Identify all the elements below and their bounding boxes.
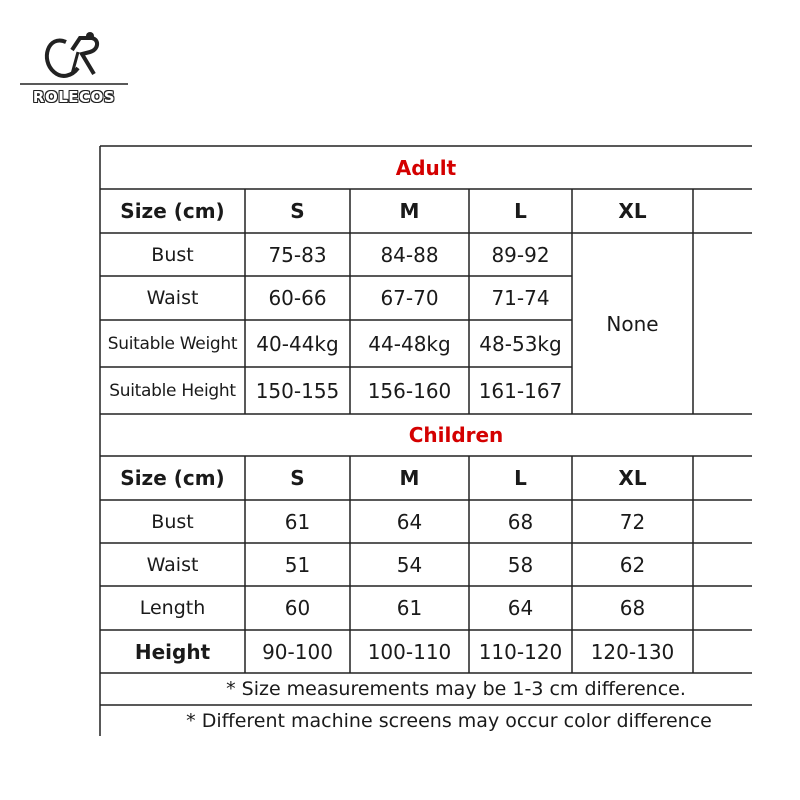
children-cell: 60 xyxy=(284,596,311,620)
note-color-difference: * Different machine screens may occur color difference xyxy=(186,710,712,732)
adult-cell: 40-44kg xyxy=(256,331,339,356)
children-header-l: L xyxy=(514,466,527,490)
children-cell: 72 xyxy=(619,509,646,534)
children-cell: 58 xyxy=(507,552,534,577)
children-row-label: Length xyxy=(139,597,206,619)
brand-name: ROLECOS xyxy=(32,88,116,106)
children-cell: 68 xyxy=(619,596,646,620)
adult-cell: 161-167 xyxy=(478,378,563,403)
children-cell: 68 xyxy=(507,509,534,534)
children-cell: 110-120 xyxy=(478,639,563,664)
children-cell: 64 xyxy=(396,509,423,534)
adult-cell: 71-74 xyxy=(491,286,550,310)
children-title: Children xyxy=(408,423,504,447)
adult-header-m: M xyxy=(399,199,420,223)
children-cell: 61 xyxy=(284,509,311,534)
adult-cell: 89-92 xyxy=(491,242,550,267)
children-row-label: Bust xyxy=(151,510,194,533)
children-header-size: Size (cm) xyxy=(120,466,225,490)
adult-row-label: Suitable Weight xyxy=(107,333,238,354)
children-row-label: Waist xyxy=(146,553,199,576)
children-row-label: Height xyxy=(134,639,211,664)
adult-cell: 84-88 xyxy=(380,242,439,267)
adult-cell: 60-66 xyxy=(268,286,327,310)
adult-header-s: S xyxy=(290,199,305,223)
cr-monogram-icon xyxy=(18,28,130,90)
adult-row-label: Bust xyxy=(151,243,194,266)
children-cell: 120-130 xyxy=(590,639,675,664)
children-cell: 64 xyxy=(507,596,534,620)
adult-cell: 48-53kg xyxy=(479,331,562,356)
children-header-m: M xyxy=(399,466,420,490)
adult-header-xl: XL xyxy=(618,199,647,223)
adult-cell: 67-70 xyxy=(380,286,439,310)
adult-row-label: Suitable Height xyxy=(109,380,236,401)
adult-header-l: L xyxy=(514,199,527,223)
adult-cell: 156-160 xyxy=(367,378,452,403)
adult-row-label: Waist xyxy=(146,287,199,309)
children-cell: 90-100 xyxy=(262,639,333,664)
adult-cell: 150-155 xyxy=(255,378,340,403)
children-header-xl: XL xyxy=(618,466,647,490)
adult-cell: 44-48kg xyxy=(368,331,451,356)
children-cell: 54 xyxy=(396,552,423,577)
children-cell: 51 xyxy=(284,552,311,577)
children-header-s: S xyxy=(290,466,305,490)
adult-title: Adult xyxy=(395,155,457,180)
adult-header-size: Size (cm) xyxy=(120,199,225,223)
children-cell: 100-110 xyxy=(367,639,452,664)
children-cell: 62 xyxy=(619,552,646,577)
children-cell: 61 xyxy=(396,596,423,620)
note-size-difference: * Size measurements may be 1-3 cm difference. xyxy=(226,678,686,700)
adult-xl-none: None xyxy=(606,311,659,336)
adult-cell: 75-83 xyxy=(268,242,327,267)
brand-logo xyxy=(18,28,130,114)
